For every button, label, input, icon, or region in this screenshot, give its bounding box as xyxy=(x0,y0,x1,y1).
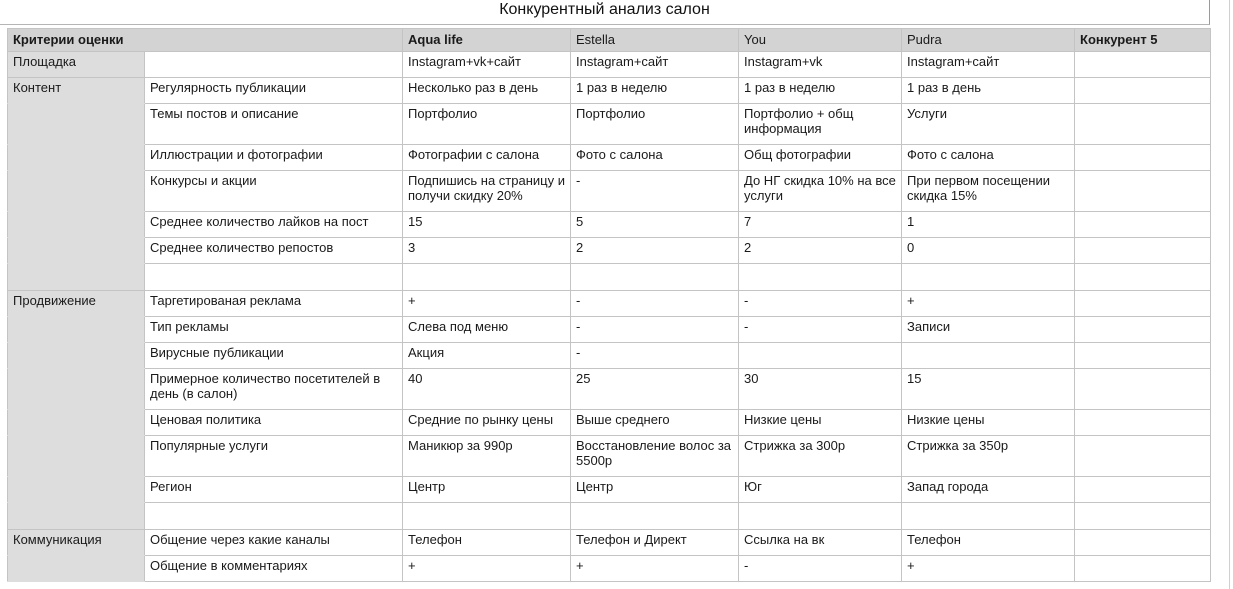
category-cell[interactable]: Коммуникация xyxy=(8,530,145,556)
criterion-cell[interactable]: Тип рекламы xyxy=(145,317,403,343)
competitor-analysis-table xyxy=(7,28,1211,582)
criterion-cell[interactable]: Среднее количество репостов xyxy=(145,238,403,264)
category-cell[interactable] xyxy=(8,369,145,410)
value-cell[interactable]: - xyxy=(571,171,739,212)
category-cell[interactable] xyxy=(8,436,145,477)
value-cell[interactable]: - xyxy=(571,291,739,317)
value-cell[interactable] xyxy=(571,264,739,291)
category-cell[interactable] xyxy=(8,556,145,582)
value-cell[interactable]: Общ фотографии xyxy=(739,145,902,171)
header-competitor-3[interactable]: You xyxy=(739,29,902,52)
value-cell[interactable] xyxy=(403,503,571,530)
value-cell[interactable] xyxy=(1075,104,1211,145)
table-row xyxy=(8,477,1211,503)
value-cell[interactable]: Центр xyxy=(403,477,571,503)
value-cell[interactable]: + xyxy=(403,556,571,582)
value-cell[interactable] xyxy=(1075,52,1211,78)
criterion-cell[interactable]: Регион xyxy=(145,477,403,503)
category-cell[interactable] xyxy=(8,238,145,264)
value-cell[interactable] xyxy=(1075,145,1211,171)
value-cell[interactable] xyxy=(1075,78,1211,104)
value-cell[interactable]: Восстановление волос за 5500р xyxy=(571,436,739,477)
value-cell[interactable]: Instagram+vk xyxy=(739,52,902,78)
header-competitor-2[interactable]: Estella xyxy=(571,29,739,52)
table-row xyxy=(8,503,1211,530)
value-cell[interactable]: Портфолио xyxy=(571,104,739,145)
category-cell[interactable] xyxy=(8,212,145,238)
value-cell[interactable]: 1 xyxy=(902,212,1075,238)
value-cell[interactable] xyxy=(739,503,902,530)
value-cell[interactable]: 1 раз в неделю xyxy=(571,78,739,104)
value-cell[interactable] xyxy=(902,503,1075,530)
category-cell[interactable] xyxy=(8,317,145,343)
value-cell[interactable]: Услуги xyxy=(902,104,1075,145)
value-cell[interactable]: Несколько раз в день xyxy=(403,78,571,104)
table-row xyxy=(8,145,1211,171)
header-competitor-1[interactable]: Aqua life xyxy=(403,29,571,52)
value-cell[interactable]: - xyxy=(571,317,739,343)
value-cell[interactable]: Портфолио xyxy=(403,104,571,145)
value-cell[interactable] xyxy=(1075,410,1211,436)
value-cell[interactable]: Центр xyxy=(571,477,739,503)
table-row xyxy=(8,410,1211,436)
table-row xyxy=(8,530,1211,556)
criterion-cell[interactable]: Таргетированая реклама xyxy=(145,291,403,317)
value-cell[interactable] xyxy=(1075,343,1211,369)
table-row xyxy=(8,78,1211,104)
category-cell[interactable] xyxy=(8,477,145,503)
table-row xyxy=(8,212,1211,238)
header-competitor-4[interactable]: Pudra xyxy=(902,29,1075,52)
table-row xyxy=(8,317,1211,343)
value-cell[interactable] xyxy=(1075,291,1211,317)
value-cell[interactable]: Юг xyxy=(739,477,902,503)
value-cell[interactable]: 25 xyxy=(571,369,739,410)
value-cell[interactable]: Instagram+сайт xyxy=(902,52,1075,78)
criterion-cell[interactable]: Ценовая политика xyxy=(145,410,403,436)
window-edge xyxy=(1229,0,1230,589)
value-cell[interactable] xyxy=(902,343,1075,369)
value-cell[interactable] xyxy=(1075,171,1211,212)
criterion-cell[interactable]: Темы постов и описание xyxy=(145,104,403,145)
sheet-title: Конкурентный анализ салон xyxy=(0,0,1210,25)
value-cell[interactable] xyxy=(1075,238,1211,264)
value-cell[interactable]: Низкие цены xyxy=(902,410,1075,436)
value-cell[interactable] xyxy=(1075,556,1211,582)
value-cell[interactable]: Ссылка на вк xyxy=(739,530,902,556)
criterion-cell[interactable] xyxy=(145,264,403,291)
criterion-cell[interactable]: Среднее количество лайков на пост xyxy=(145,212,403,238)
value-cell[interactable]: 30 xyxy=(739,369,902,410)
category-cell[interactable]: Контент xyxy=(8,78,145,104)
value-cell[interactable]: Записи xyxy=(902,317,1075,343)
value-cell[interactable]: Instagram+vk+сайт xyxy=(403,52,571,78)
value-cell[interactable]: 0 xyxy=(902,238,1075,264)
value-cell[interactable]: 2 xyxy=(739,238,902,264)
table-row xyxy=(8,52,1211,78)
value-cell[interactable] xyxy=(1075,369,1211,410)
category-cell[interactable]: Продвижение xyxy=(8,291,145,317)
criterion-cell[interactable]: Вирусные публикации xyxy=(145,343,403,369)
category-cell[interactable] xyxy=(8,145,145,171)
value-cell[interactable]: 7 xyxy=(739,212,902,238)
value-cell[interactable] xyxy=(1075,530,1211,556)
value-cell[interactable]: Средние по рынку цены xyxy=(403,410,571,436)
value-cell[interactable] xyxy=(403,264,571,291)
table-row xyxy=(8,556,1211,582)
header-criteria[interactable]: Критерии оценки xyxy=(8,29,403,52)
value-cell[interactable]: Стрижка за 350р xyxy=(902,436,1075,477)
value-cell[interactable] xyxy=(1075,264,1211,291)
criterion-cell[interactable]: Конкурсы и акции xyxy=(145,171,403,212)
value-cell[interactable]: 3 xyxy=(403,238,571,264)
category-cell[interactable] xyxy=(8,410,145,436)
value-cell[interactable] xyxy=(1075,477,1211,503)
value-cell[interactable]: Телефон xyxy=(403,530,571,556)
value-cell[interactable]: 2 xyxy=(571,238,739,264)
value-cell[interactable]: Запад города xyxy=(902,477,1075,503)
value-cell[interactable]: При первом посещении скидка 15% xyxy=(902,171,1075,212)
value-cell[interactable]: Фото с салона xyxy=(902,145,1075,171)
value-cell[interactable]: Телефон xyxy=(902,530,1075,556)
category-cell[interactable] xyxy=(8,171,145,212)
header-row xyxy=(8,29,1211,52)
criterion-cell[interactable]: Общение через какие каналы xyxy=(145,530,403,556)
value-cell[interactable] xyxy=(1075,317,1211,343)
value-cell[interactable] xyxy=(1075,503,1211,530)
value-cell[interactable]: Телефон и Директ xyxy=(571,530,739,556)
value-cell[interactable]: - xyxy=(739,291,902,317)
value-cell[interactable] xyxy=(739,264,902,291)
value-cell[interactable]: Стрижка за 300р xyxy=(739,436,902,477)
criterion-cell[interactable]: Популярные услуги xyxy=(145,436,403,477)
value-cell[interactable]: Фотографии с салона xyxy=(403,145,571,171)
table-row xyxy=(8,238,1211,264)
criterion-cell[interactable]: Общение в комментариях xyxy=(145,556,403,582)
criterion-cell[interactable]: Примерное количество посетителей в день (в салон) xyxy=(145,369,403,410)
value-cell[interactable] xyxy=(1075,436,1211,477)
value-cell[interactable]: 1 раз в неделю xyxy=(739,78,902,104)
value-cell[interactable] xyxy=(571,503,739,530)
criterion-cell[interactable] xyxy=(145,503,403,530)
value-cell[interactable]: - xyxy=(739,317,902,343)
value-cell[interactable] xyxy=(1075,212,1211,238)
table-row xyxy=(8,291,1211,317)
table-row xyxy=(8,264,1211,291)
category-cell[interactable]: Площадка xyxy=(8,52,145,78)
value-cell[interactable]: Фото с салона xyxy=(571,145,739,171)
value-cell[interactable]: 15 xyxy=(902,369,1075,410)
value-cell[interactable]: Акция xyxy=(403,343,571,369)
value-cell[interactable]: Instagram+сайт xyxy=(571,52,739,78)
value-cell[interactable]: Слева под меню xyxy=(403,317,571,343)
value-cell[interactable]: 15 xyxy=(403,212,571,238)
value-cell[interactable]: - xyxy=(571,343,739,369)
value-cell[interactable]: 40 xyxy=(403,369,571,410)
table-row xyxy=(8,343,1211,369)
value-cell[interactable]: Портфолио + общ информация xyxy=(739,104,902,145)
value-cell[interactable]: 5 xyxy=(571,212,739,238)
header-competitor-5[interactable]: Конкурент 5 xyxy=(1075,29,1211,52)
table-row xyxy=(8,436,1211,477)
value-cell[interactable]: Подпишись на страницу и получи скидку 20% xyxy=(403,171,571,212)
value-cell[interactable] xyxy=(902,264,1075,291)
criterion-cell[interactable]: Иллюстрации и фотографии xyxy=(145,145,403,171)
category-cell[interactable] xyxy=(8,264,145,291)
table-row xyxy=(8,369,1211,410)
value-cell[interactable]: + xyxy=(571,556,739,582)
category-cell[interactable] xyxy=(8,343,145,369)
value-cell[interactable]: Низкие цены xyxy=(739,410,902,436)
value-cell[interactable]: Маникюр за 990р xyxy=(403,436,571,477)
value-cell[interactable] xyxy=(739,343,902,369)
criterion-cell[interactable]: Регулярность публикации xyxy=(145,78,403,104)
category-cell[interactable] xyxy=(8,503,145,530)
table-row xyxy=(8,171,1211,212)
value-cell[interactable]: + xyxy=(403,291,571,317)
value-cell[interactable]: До НГ скидка 10% на все услуги xyxy=(739,171,902,212)
value-cell[interactable]: + xyxy=(902,291,1075,317)
table-row xyxy=(8,104,1211,145)
value-cell[interactable]: 1 раз в день xyxy=(902,78,1075,104)
category-cell[interactable] xyxy=(8,104,145,145)
criterion-cell[interactable] xyxy=(145,52,403,78)
value-cell[interactable]: + xyxy=(902,556,1075,582)
value-cell[interactable]: Выше среднего xyxy=(571,410,739,436)
value-cell[interactable]: - xyxy=(739,556,902,582)
